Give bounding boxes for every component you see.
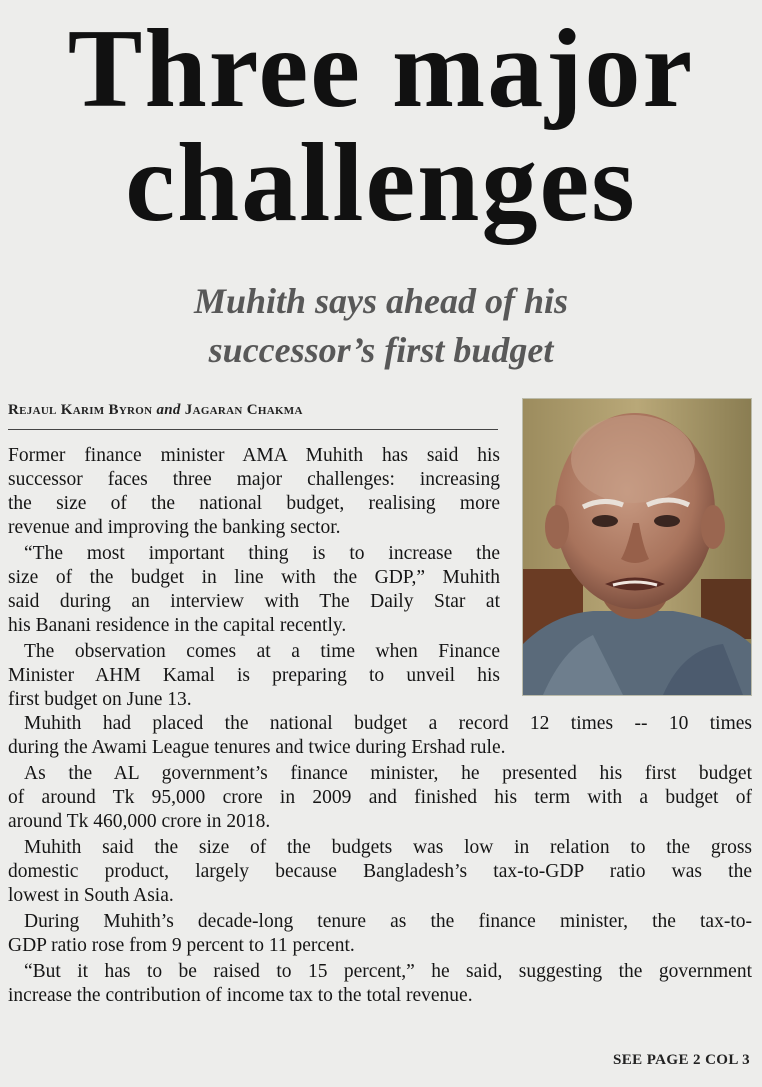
body-line: “But it has to be raised to 15 percent,” he said, suggesting the government [24,961,752,982]
body-line: of around Tk 95,000 crore in 2009 and finished his term with a budget of [8,787,752,808]
body-line: size of the budget in line with the GDP,” Muhith [8,567,500,588]
body-line: increase the contribution of income tax to the total revenue. [8,985,473,1006]
body-line: his Banani residence in the capital recently. [8,615,347,636]
body-line: lowest in South Asia. [8,885,174,906]
continuation-note: SEE PAGE 2 COL 3 [613,1052,750,1068]
body-line: During Muhith’s decade-long tenure as the finance minister, the tax-to- [24,911,752,932]
body-line: GDP ratio rose from 9 percent to 11 percent. [8,935,355,956]
headline-line-2: challenges [125,121,637,245]
subheadline-line-1: Muhith says ahead of his [193,281,569,321]
byline [8,402,303,419]
headline-line-1: Three major [67,7,695,131]
body-line: Minister AHM Kamal is preparing to unveil his [8,665,500,686]
body-line: successor faces three major challenges: increasing [8,469,500,490]
body-line: domestic product, largely because Bangladesh’s tax-to-GDP ratio was the [8,861,752,882]
body-line: first budget on June 13. [8,689,192,710]
byline-author-1: Rejaul Karim Byron [8,402,153,418]
body-line: around Tk 460,000 crore in 2018. [8,811,271,832]
portrait-photo [522,398,752,696]
body-line: during the Awami League tenures and twice during Ershad rule. [8,737,506,758]
body-line: said during an interview with The Daily Star at [8,591,500,612]
byline-author-2: Jagaran Chakma [184,402,303,418]
body-line: “The most important thing is to increase the [24,543,500,564]
body-line: Muhith said the size of the budgets was low in relation to the gross [24,837,752,858]
byline-divider [8,429,498,430]
body-line: Muhith had placed the national budget a record 12 times -- 10 times [24,713,752,734]
subheadline-line-2: successor’s first budget [208,330,554,370]
portrait-illustration [523,399,751,695]
body-line: revenue and improving the banking sector. [8,517,341,538]
byline-conjunction: and [156,402,181,418]
body-line: The observation comes at a time when Finance [24,641,500,662]
body-line: As the AL government’s finance minister, he presented his first budget [24,763,752,784]
body-line: Former finance minister AMA Muhith has said his [8,445,500,466]
body-line: the size of the national budget, realising more [8,493,500,514]
